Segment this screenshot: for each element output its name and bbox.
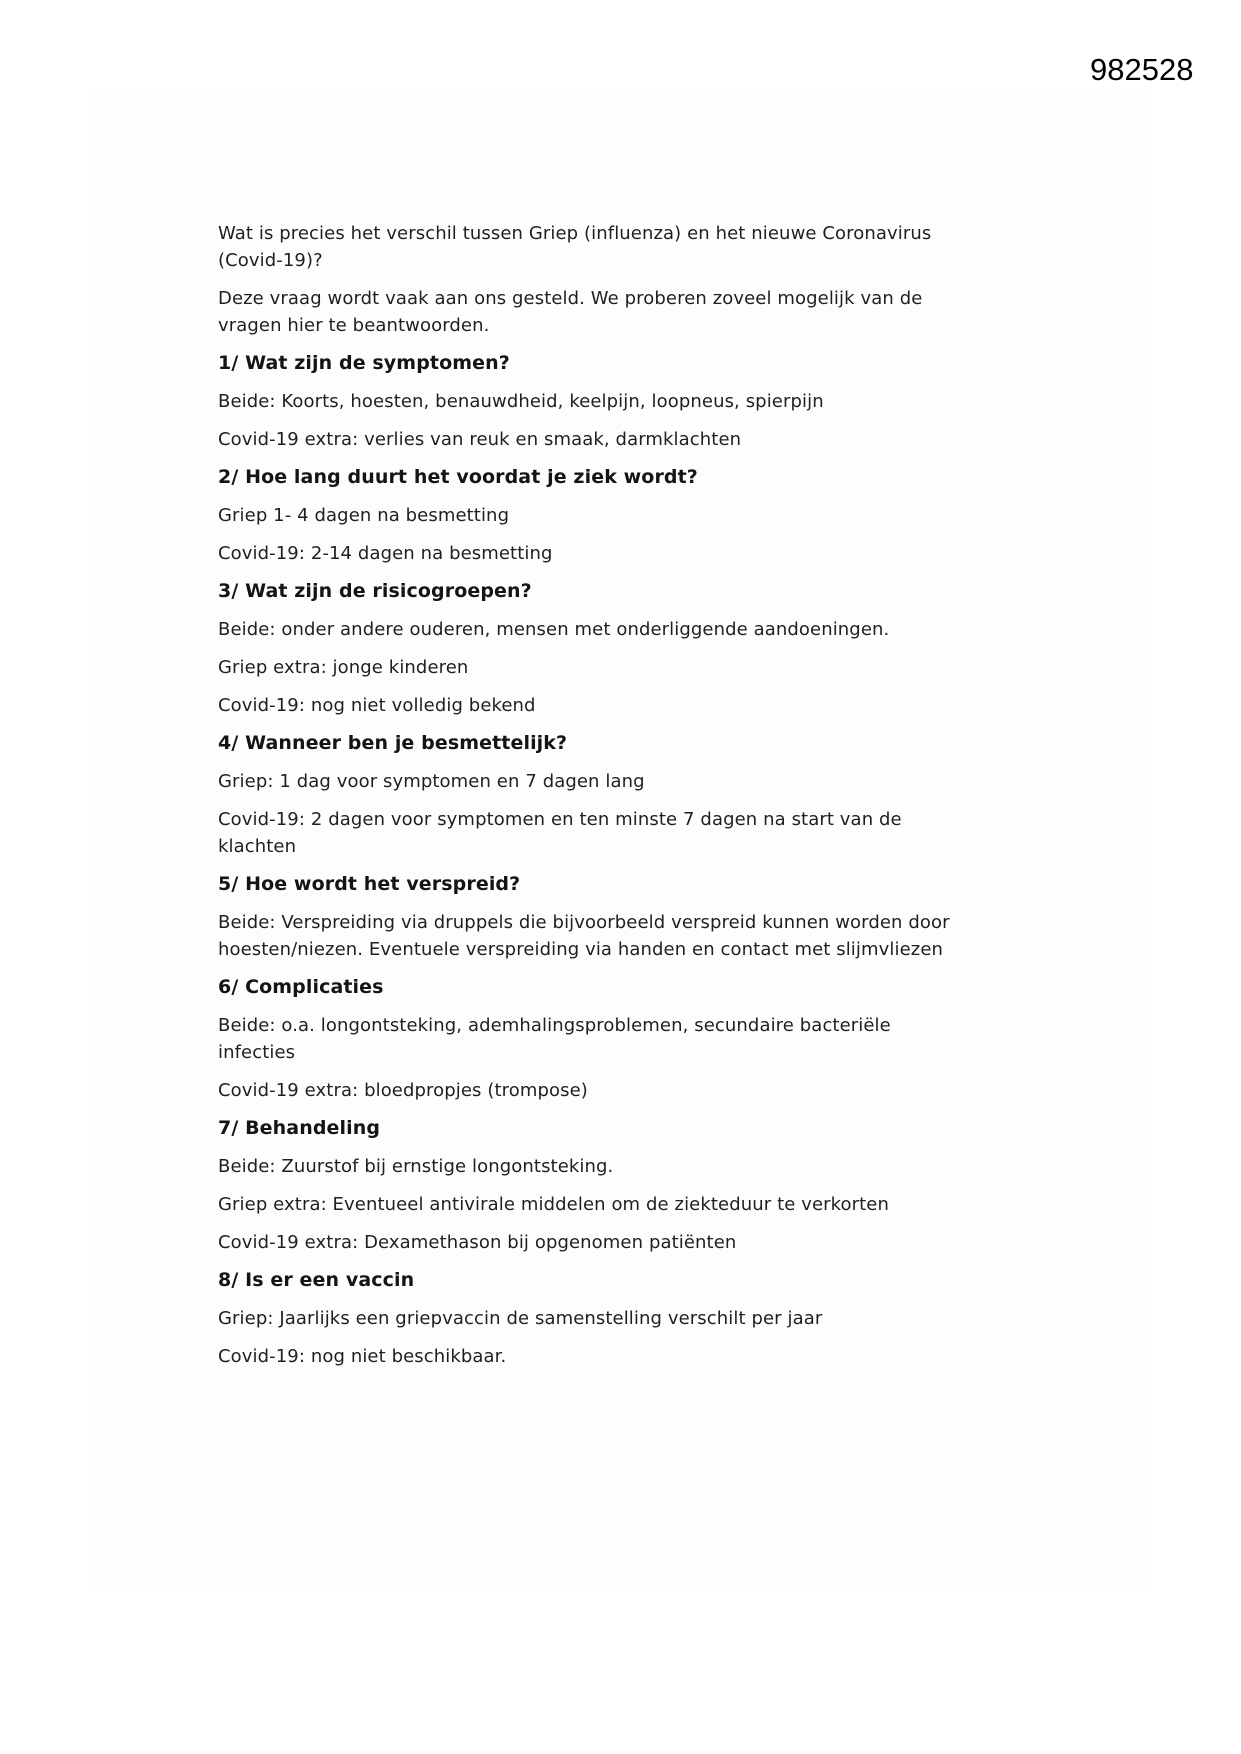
text-line: Griep extra: Eventueel antivirale middelen om de ziekteduur te verkorten: [218, 1194, 889, 1215]
section-heading-7: 7/ Behandeling: [218, 1117, 381, 1139]
section-heading-1: 1/ Wat zijn de symptomen?: [218, 352, 510, 374]
text-line: Covid-19: nog niet volledig bekend: [218, 695, 536, 716]
text-line: klachten: [218, 836, 297, 857]
text-line: Covid-19: 2-14 dagen na besmetting: [218, 543, 553, 564]
section-paragraph: [218, 540, 1038, 567]
text-line: Beide: onder andere ouderen, mensen met onderliggende aandoeningen.: [218, 619, 890, 640]
text-line: Covid-19 extra: bloedpropjes (trompose): [218, 1080, 588, 1101]
section-paragraph: [218, 806, 1038, 860]
text-line: Deze vraag wordt vaak aan ons gesteld. We proberen zoveel mogelijk van de: [218, 288, 923, 309]
section-paragraph: [218, 654, 1038, 681]
text-line: Griep 1- 4 dagen na besmetting: [218, 505, 510, 526]
section-paragraph: [218, 1343, 1038, 1370]
intro-paragraph: [218, 220, 1038, 274]
text-line: Wat is precies het verschil tussen Griep (influenza) en het nieuwe Coronavirus: [218, 223, 932, 244]
text-line: infecties: [218, 1042, 296, 1063]
intro-paragraph: [218, 285, 1038, 339]
section-heading-6: 6/ Complicaties: [218, 976, 384, 998]
section-paragraph: [218, 1153, 1038, 1180]
section-paragraph: [218, 502, 1038, 529]
section-paragraph: [218, 426, 1038, 453]
section-paragraph: [218, 388, 1038, 415]
section-paragraph: [218, 1012, 1038, 1066]
section-paragraph: [218, 1191, 1038, 1218]
section-heading-3: 3/ Wat zijn de risicogroepen?: [218, 580, 532, 602]
text-line: Covid-19: 2 dagen voor symptomen en ten minste 7 dagen na start van de: [218, 809, 902, 830]
text-line: Griep: 1 dag voor symptomen en 7 dagen lang: [218, 771, 645, 792]
document-page: [88, 89, 1152, 1592]
section-heading-2: 2/ Hoe lang duurt het voordat je ziek wordt?: [218, 466, 698, 488]
text-line: vragen hier te beantwoorden.: [218, 315, 490, 336]
text-line: Griep extra: jonge kinderen: [218, 657, 469, 678]
text-line: Covid-19: nog niet beschikbaar.: [218, 1346, 507, 1367]
section-paragraph: [218, 909, 1038, 963]
text-line: Covid-19 extra: Dexamethason bij opgenomen patiënten: [218, 1232, 737, 1253]
section-paragraph: [218, 616, 1038, 643]
section-heading-4: 4/ Wanneer ben je besmettelijk?: [218, 732, 568, 754]
section-heading-5: 5/ Hoe wordt het verspreid?: [218, 873, 521, 895]
text-line: Beide: o.a. longontsteking, ademhalingsproblemen, secundaire bacteriële: [218, 1015, 891, 1036]
text-line: hoesten/niezen. Eventuele verspreiding via handen en contact met slijmvliezen: [218, 939, 944, 960]
section-paragraph: [218, 1305, 1038, 1332]
text-line: Beide: Koorts, hoesten, benauwdheid, keelpijn, loopneus, spierpijn: [218, 391, 824, 412]
text-line: Beide: Verspreiding via druppels die bijvoorbeeld verspreid kunnen worden door: [218, 912, 950, 933]
page-number: 982528: [1090, 52, 1194, 87]
text-line: Covid-19 extra: verlies van reuk en smaak, darmklachten: [218, 429, 742, 450]
text-line: (Covid-19)?: [218, 250, 323, 271]
section-heading-8: 8/ Is er een vaccin: [218, 1269, 415, 1291]
text-line: Beide: Zuurstof bij ernstige longontsteking.: [218, 1156, 614, 1177]
section-paragraph: [218, 768, 1038, 795]
document-content: [218, 220, 1038, 1381]
section-paragraph: [218, 1077, 1038, 1104]
text-line: Griep: Jaarlijks een griepvaccin de samenstelling verschilt per jaar: [218, 1308, 823, 1329]
section-paragraph: [218, 692, 1038, 719]
section-paragraph: [218, 1229, 1038, 1256]
